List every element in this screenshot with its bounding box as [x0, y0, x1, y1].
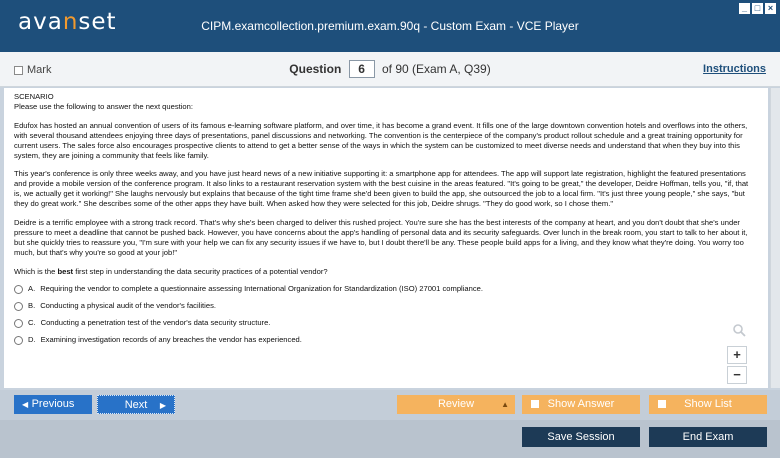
scenario-heading: SCENARIO: [14, 92, 54, 101]
logo-accent: n: [62, 9, 79, 35]
navigation-bar: [0, 390, 780, 420]
zoom-in-button[interactable]: +: [727, 346, 747, 364]
caret-up-icon: ▲: [501, 400, 509, 409]
chevron-left-icon: ◀: [22, 400, 29, 409]
answer-options: [14, 281, 754, 349]
review-button[interactable]: [397, 395, 515, 414]
checkbox-icon: [531, 400, 539, 408]
window-controls: [739, 3, 776, 14]
option-letter: B.: [28, 301, 36, 311]
minimize-icon[interactable]: _: [739, 3, 750, 14]
radio-icon[interactable]: [14, 302, 23, 311]
option-text: Conducting a physical audit of the vendor's facilities.: [40, 301, 216, 311]
question-text: [14, 92, 754, 349]
option-text: Requiring the vendor to complete a questionnaire assessing International Organization for Standardization (ISO) 27001 compliance.: [40, 284, 483, 294]
previous-button[interactable]: [14, 395, 92, 414]
question-number-input[interactable]: 6: [349, 60, 375, 78]
answer-option-d[interactable]: [14, 332, 754, 349]
logo-suffix: set: [78, 9, 117, 35]
scenario-paragraph: Edufox has hosted an annual convention of users of its famous e-learning software platform, and over time, it has become a grand event. It fills one of the large downtown convention hotels and overflows into the others, with several thousand attendees enjoying three days of presentations, panel discussions and networking. The convention is the centerpiece of the company's product rollout schedule and a great training opportunity for current users. The sales force also encourages prospective clients to attend to get a better sense of the ways in which the system can be customized to meet diverse needs and understand that when they buy into this system, they are joining a community that feels like family.: [14, 120, 748, 160]
option-letter: C.: [28, 318, 36, 328]
checkbox-icon: [658, 400, 666, 408]
radio-icon[interactable]: [14, 336, 23, 345]
show-answer-label: Show Answer: [547, 398, 615, 410]
footer-bar: [0, 420, 780, 458]
answer-option-c[interactable]: [14, 315, 754, 332]
question-label: Question: [289, 62, 342, 76]
maximize-icon[interactable]: □: [752, 3, 763, 14]
title-bar: [0, 0, 780, 52]
instructions-link[interactable]: Instructions: [703, 63, 766, 75]
zoom-controls: [727, 323, 751, 386]
content-scrollbar[interactable]: [770, 88, 780, 388]
next-button[interactable]: [97, 395, 175, 414]
option-letter: D.: [28, 335, 36, 345]
option-text: Conducting a penetration test of the vendor's data security structure.: [40, 318, 271, 328]
zoom-out-button[interactable]: −: [727, 366, 747, 384]
save-session-button[interactable]: Save Session: [522, 427, 640, 447]
prompt-after: first step in understanding the data security practices of a potential vendor?: [73, 266, 328, 276]
question-header: [0, 52, 780, 87]
radio-icon[interactable]: [14, 285, 23, 294]
prompt-bold: best: [57, 266, 74, 276]
scenario-paragraph: Deidre is a terrific employee with a strong track record. That's why she's been charged to deliver this rushed project. You're sure she has the best interests of the company at heart, and you don't doubt that she's under pressure to meet a deadline that cannot be pushed back. However, you have concerns about the app's handling of personal data and its security safeguards. Over lunch in the break room, you start to talk to her about it, but she quickly tries to reassure you, "I'm sure with your help we can fix any security issues if we have to, but I doubt there'll be any. These people build apps for a living, and they know what they're doing. You worry too much, but that's why you're so good at your job!": [14, 218, 748, 257]
question-prompt: [14, 267, 754, 277]
end-exam-button[interactable]: End Exam: [649, 427, 767, 447]
scenario-paragraph: This year's conference is only three weeks away, and you have just heard news of a new initiative supporting it: a smartphone app for attendees. The app will support late registration, highlight the featured presentations and provide a mobile version of the conference program. It also links to a restaurant reservation system with the best cuisine in the areas featured. "It's going to be great," the developer, Deidre Hoffman, tells you, "if, that is, we actually get it working!" She laughs nervously but explains that because of the tight time frame she'd been given to build the app, she outsourced the job to a local firm. "It's just three young people," she says, "but they do great work." She describes some of the other apps they have built. When asked how they were selected for this job, Deidre shrugs. "They do good work, so I chose them.": [14, 169, 749, 209]
show-list-button[interactable]: [649, 395, 767, 414]
question-navigator: [0, 60, 780, 78]
question-total: of 90 (Exam A, Q39): [381, 62, 491, 76]
scenario-intro: Please use the following to answer the next question:: [14, 101, 193, 111]
window-title: CIPM.examcollection.premium.exam.90q - Custom Exam - VCE Player: [201, 19, 579, 33]
mark-label: Mark: [27, 64, 52, 76]
previous-label: Previous: [31, 398, 75, 410]
answer-option-b[interactable]: [14, 298, 754, 315]
next-label: Next: [124, 399, 148, 411]
search-icon: [727, 323, 751, 340]
option-text: Examining investigation records of any breaches the vendor has experienced.: [40, 335, 302, 345]
show-answer-button[interactable]: [522, 395, 640, 414]
chevron-right-icon: ▶: [159, 401, 166, 410]
close-icon[interactable]: ×: [765, 3, 776, 14]
radio-icon[interactable]: [14, 319, 23, 328]
show-list-label: Show List: [684, 398, 732, 410]
answer-option-a[interactable]: [14, 281, 754, 298]
prompt-before: Which is the: [14, 266, 58, 276]
review-label: Review: [437, 398, 475, 410]
option-letter: A.: [28, 284, 36, 294]
logo-prefix: ava: [18, 9, 63, 35]
question-content: [4, 88, 768, 388]
